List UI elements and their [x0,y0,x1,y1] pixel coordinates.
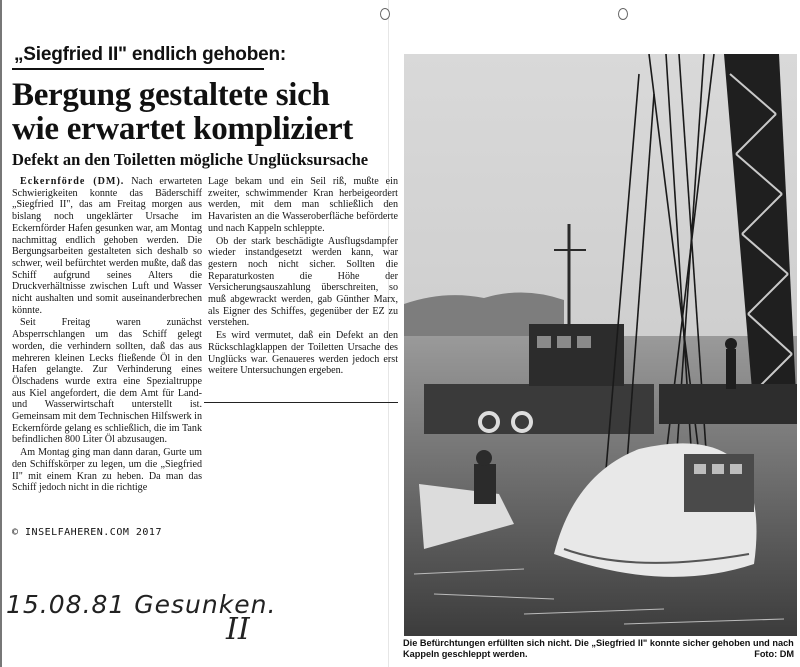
article-kicker: „Siegfried II" endlich gehoben: [14,44,286,65]
binder-hole [618,8,628,20]
article-subheadline: Defekt an den Toiletten mögliche Unglücksursache [12,150,369,169]
tug-hull [424,384,654,434]
paragraph: Es wird vermutet, daß ein Defekt an den Rückschlagklappen der Toiletten Ursache des Unglücks war. Genaueres werden jedoch erst weitere Untersuchungen ergeben. [208,330,398,377]
article-column-1 [12,176,202,502]
quay-wall [659,384,797,424]
headline-line-2: wie erwartet kompliziert [12,111,353,147]
photo-illustration [404,54,797,636]
photo-caption [403,638,798,660]
paragraph: Seit Freitag waren zunächst Absperrschlangen um das Schiff gelegt worden, die verhindern sollten, daß das aus mehreren kleinen Lecks fließende Öl in den Hafen gelangte. Zur Verhinderung eines Ölschadens wurde extra eine Spezialtruppe aus Kiel angefordert, die dem Amt für Land- und Wasserwirtschaft unterstellt ist. Gemeinsam mit dem Technischen Hilfswerk in Eckernförde gelang es schließlich, die im Tank befindlichen 800 Liter Öl abzusaugen. [12,317,202,446]
tug-wheelhouse [529,324,624,386]
dateline: Eckernförde (DM). [20,176,125,187]
handwritten-mark: II [226,612,250,647]
handwritten-date-note: 15.08.81 Gesunken. [6,590,277,619]
salvage-photo [404,54,797,636]
diver-figure [474,464,496,504]
headline-line-1: Bergung gestaltete sich [12,77,330,113]
clipping-edge [0,0,2,667]
photo-credit: Foto: DM [754,649,794,659]
article-column-2 [208,176,398,402]
copyright-notice: © INSELFAHEREN.COM 2017 [12,527,162,538]
paragraph: Am Montag ging man dann daran, Gurte um den Schiffskörper zu legen, um die „Siegfried II" mit einem Kran zu heben. Da man das Schiff jedoch nicht in die richtige [12,447,202,494]
paragraph-text: Nach erwarteten Schwierigkeiten konnte das Bäderschiff „Siegfried II", das am Freitag morgen aus bislang noch ungeklärter Ursache im Eckernförder Hafen gesunken war, am Montag nachmittag endlich gehoben werden. Die Bergungsarbeiten gestalteten sich deshalb so schwer, weil befürchtet werden mußte, daß das Schiff aufgrund seines Alters die Druckverhältnisse zwischen Luft und Wasser nicht aushalten und somit auseinanderbrechen könnte. [12,176,202,316]
column-end-rule [204,402,398,403]
kicker-underline [12,68,264,70]
paragraph: Ob der stark beschädigte Ausflugsdampfer wieder instandgesetzt werden kann, war gestern noch nicht sicher. Sollten die Reparaturkosten die Höhe der Versicherungsauszahlung überschreiten, so muß abgewrackt werden, gab Günther Marx, als Eigner des Schiffes, gegenüber der EZ zu verstehen. [208,235,398,329]
paragraph [12,176,202,316]
article-headline [12,78,392,146]
ship-superstructure [684,454,754,512]
binder-hole [380,8,390,20]
worker-figure [726,349,736,389]
paragraph: Lage bekam und ein Seil riß, mußte ein zweiter, schwimmender Kran herbeigeordert werden, mit dem man schließlich den Havaristen an die Wasseroberfläche beförderte und nach Kappeln schleppte. [208,176,398,234]
caption-text: Die Befürchtungen erfüllten sich nicht. Die „Siegfried II" konnte sicher gehoben und nach Kappeln geschleppt werden. [403,638,794,659]
